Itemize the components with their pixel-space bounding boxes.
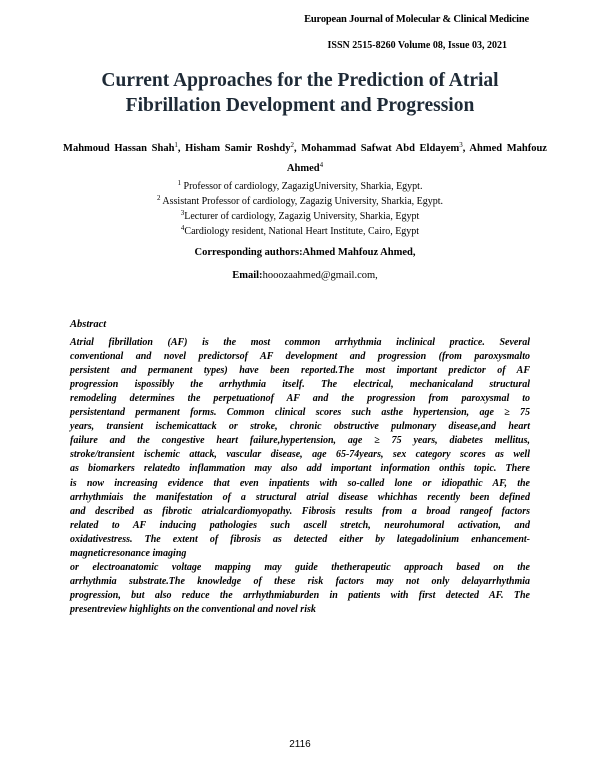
email-address: hooozaahmed@gmail.com, xyxy=(262,270,378,281)
affiliation-4: $^4$Cardiology resident, National Heart Institute, Cairo, Egypt xyxy=(180,224,420,237)
affiliation-2: $^2$ Assistant Professor of cardiology, Zagazig University, Sharkia, Egypt. xyxy=(156,194,444,207)
author-1: Mahmoud Hassan Shah$^1$, xyxy=(63,141,186,154)
abstract-line: arrhythmia substrate.The knowledge of these risk factors may not only delayarrhythmia xyxy=(70,575,530,587)
abstract-line: and described as fibrotic atrialcardiomyopathy. Fibrosis results from a broad rangeof factors xyxy=(70,505,530,517)
paper-title xyxy=(40,68,560,118)
journal-name: European Journal of Molecular & Clinical Medicine xyxy=(304,14,529,25)
abstract-line: as biomarkers relatedto inflammation may also add important information onthis topic. There xyxy=(70,463,530,475)
title-line-2: Fibrillation Development and Progression xyxy=(125,95,475,116)
abstract-line: presentreview highlights on the conventional and novel risk xyxy=(70,604,316,615)
email-line xyxy=(100,270,510,281)
abstract-line: is now increasing evidence that even inpatients with so-called lone or idiopathic AF, the xyxy=(70,477,530,489)
abstract-line: persistentand permanent forms. Common clinical scores such asthe hypertension, age ≥ 75 xyxy=(70,407,530,419)
abstract-line: progression, but also reduce the arrhythmiaburden in patients with first detected AF. The xyxy=(70,589,530,601)
author-4: Ahmed Mahfouz Ahmed$^4$ xyxy=(286,143,547,174)
affiliation-1: $^1$ Professor of cardiology, ZagazigUniversity, Sharkia, Egypt. xyxy=(177,179,423,192)
issn-volume-line: ISSN 2515-8260 Volume 08, Issue 03, 2021 xyxy=(327,40,507,51)
abstract-line: Atrial fibrillation (AF) is the most common arrhythmia inclinical practice. Several xyxy=(70,337,530,348)
abstract-line: stroke/transient ischemic attack, vascular disease, age 65-74years, sex category scores as well xyxy=(70,449,530,461)
author-list xyxy=(60,137,550,177)
corresponding-author: Corresponding authors:Ahmed Mahfouz Ahmed, xyxy=(194,247,416,258)
abstract-line: failure and the congestive heart failure,hypertension, age ≥ 75 years, diabetes mellitus, xyxy=(70,435,530,447)
abstract-heading: Abstract xyxy=(70,319,107,330)
abstract-line: magneticresonance imaging xyxy=(70,547,187,559)
abstract-line: conventional and novel predictorsof AF development and progression (from paroxysmalto xyxy=(70,351,530,363)
abstract-line: persistent and permanent types) have been reported.The most important predictor of AF xyxy=(70,365,530,377)
abstract-line: or electroanatomic voltage mapping may guide thetherapeutic approach based on the xyxy=(70,561,530,573)
page-number: 2116 xyxy=(289,739,311,750)
abstract-line: remodeling determines the perpetuationof AF and the progression from paroxysmal to xyxy=(70,393,530,405)
abstract-line: arrhythmiais the manifestation of a structural atrial disease whichhas recently been defined xyxy=(70,491,530,503)
affiliation-3: $^3$Lecturer of cardiology, Zagazig University, Sharkia, Egypt xyxy=(180,209,420,222)
email-label: Email: xyxy=(232,270,263,281)
abstract-line: related to AF inducing pathologies such ascell stretch, neurohumoral activation, and xyxy=(70,519,530,531)
abstract-line: years, transient ischemicattack or stroke, chronic obstructive pulmonary disease,and heart xyxy=(70,421,530,433)
abstract-line: oxidativestress. The extent of fibrosis as detected either by lategadolinium enhancement- xyxy=(70,533,530,545)
title-line-1: Current Approaches for the Prediction of Atrial xyxy=(101,70,499,91)
abstract-line: progression ispossibly the arrhythmia itself. The electrical, mechanicaland structural xyxy=(70,379,530,391)
author-3: Mohammad Safwat Abd Eldayem$^3$, xyxy=(301,141,470,154)
author-2: Hisham Samir Roshdy$^2$, xyxy=(185,141,302,154)
